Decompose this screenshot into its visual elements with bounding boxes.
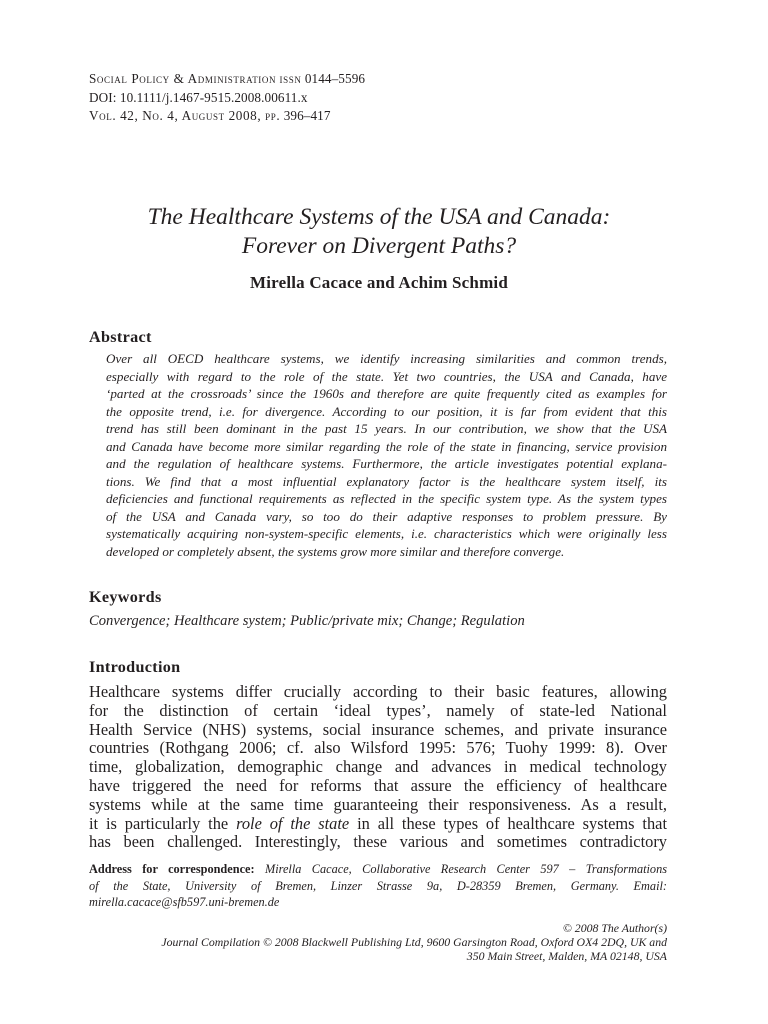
journal-line-1 — [89, 70, 649, 89]
introduction-heading: Introduction — [89, 658, 181, 676]
abstract-line: the opposite trend, i.e. for divergence. According to our position, it is far from evident that this — [106, 403, 667, 419]
title-line-1: The Healthcare Systems of the USA and Canada: — [147, 204, 611, 230]
abstract-line: deficiencies and functional requirements as reflected in the specific system type. As the system types — [106, 491, 667, 507]
keywords-heading: Keywords — [89, 588, 162, 606]
article-title — [89, 203, 669, 261]
abstract-line: ‘parted at the crossroads’ since the 1960s and therefore are quite frequently cited as examples for — [106, 386, 667, 402]
title-line-2: Forever on Divergent Paths? — [241, 233, 517, 259]
correspondence-label: Address for correspondence: — [89, 862, 255, 876]
copyright-line-2: Journal Compilation © 2008 Blackwell Publishing Ltd, 9600 Garsington Road, Oxford OX4 2DQ, UK and — [161, 935, 667, 950]
abstract-line: trend has still been dominant in the past 15 years. In our contribution, we show that the USA — [106, 421, 667, 437]
issn-number: 0144–5596 — [304, 71, 366, 86]
abstract-line: of the USA and Canada vary, so too do their adaptive responses to problem pressure. By — [106, 508, 667, 524]
volume-line — [89, 107, 649, 126]
intro-line: Health Service (NHS) systems, social insurance schemes, and private insurance — [89, 719, 667, 739]
intro-line: countries (Rothgang 2006; cf. also Wilsford 1995: 576; Tuohy 1999: 8). Over — [89, 738, 667, 758]
correspondence-email: mirella.cacace@sfb597.uni-bremen.de — [89, 895, 280, 909]
journal-header — [89, 70, 649, 126]
intro-line-emphasis — [89, 815, 667, 834]
copyright-line-3: 350 Main Street, Malden, MA 02148, USA — [466, 949, 667, 964]
abstract-line: and the regulation of healthcare systems. Furthermore, the article investigates potential explana- — [106, 456, 667, 472]
correspondence-text-1: Mirella Cacace, Collaborative Research Center 597 – Transformations — [264, 862, 668, 876]
correspondence-line-2: of the State, University of Bremen, Linzer Strasse 9a, D-28359 Bremen, Germany. Email: — [89, 878, 667, 893]
intro-line: time, globalization, demographic change and advances in medical technology — [89, 757, 667, 777]
abstract-line: especially with regard to the role of the state. Yet two countries, the USA and Canada, have — [106, 368, 667, 384]
intro-line: have triggered the need for reforms that assure the efficiency of healthcare — [89, 775, 667, 795]
volume-label: Vol. 42, No. 4, August 2008, pp. — [89, 108, 281, 123]
abstract-body — [106, 350, 667, 561]
correspondence-address — [89, 861, 667, 911]
keywords-list: Convergence; Healthcare system; Public/private mix; Change; Regulation — [89, 613, 525, 629]
correspondence-line-1 — [89, 861, 667, 878]
abstract-heading: Abstract — [89, 328, 152, 346]
intro-line-8-start: it is particularly the — [89, 813, 229, 833]
journal-name: Social Policy & Administration — [89, 71, 277, 86]
copyright-line-1: © 2008 The Author(s) — [562, 921, 667, 935]
introduction-body — [89, 683, 667, 852]
intro-line: for the distinction of certain ‘ideal types’, namely of state-led National — [89, 700, 667, 720]
intro-line: Healthcare systems differ crucially according to their basic features, allowing — [89, 682, 667, 701]
article-authors: Mirella Cacace and Achim Schmid — [249, 273, 509, 292]
abstract-line: tions. We find that a most influential explanatory factor is the healthcare system itself, its — [106, 473, 667, 489]
intro-line-8-end: in all these types of healthcare systems that — [357, 813, 667, 833]
intro-line: systems while at the same time guaranteeing their responsiveness. As a result, — [89, 794, 667, 814]
role-of-state-emphasis: role of the state — [236, 813, 350, 833]
abstract-line: developed or completely absent, the systems grow more similar and therefore converge. — [106, 544, 565, 560]
abstract-line: systematically acquiring non-system-specific elements, i.e. characteristics which were originally less — [106, 526, 667, 542]
abstract-line: Over all OECD healthcare systems, we identify increasing similarities and common trends, — [106, 351, 667, 366]
copyright-notice — [161, 921, 667, 964]
intro-line: has been challenged. Interestingly, these various and sometimes contradictory — [89, 832, 667, 852]
issn-label: issn — [279, 71, 302, 86]
page-range: 396–417 — [283, 108, 331, 123]
doi-line: DOI: 10.1111/j.1467-9515.2008.00611.x — [89, 89, 308, 105]
abstract-line: and Canada have become more similar regarding the role of the state in financing, service provision — [106, 438, 667, 454]
